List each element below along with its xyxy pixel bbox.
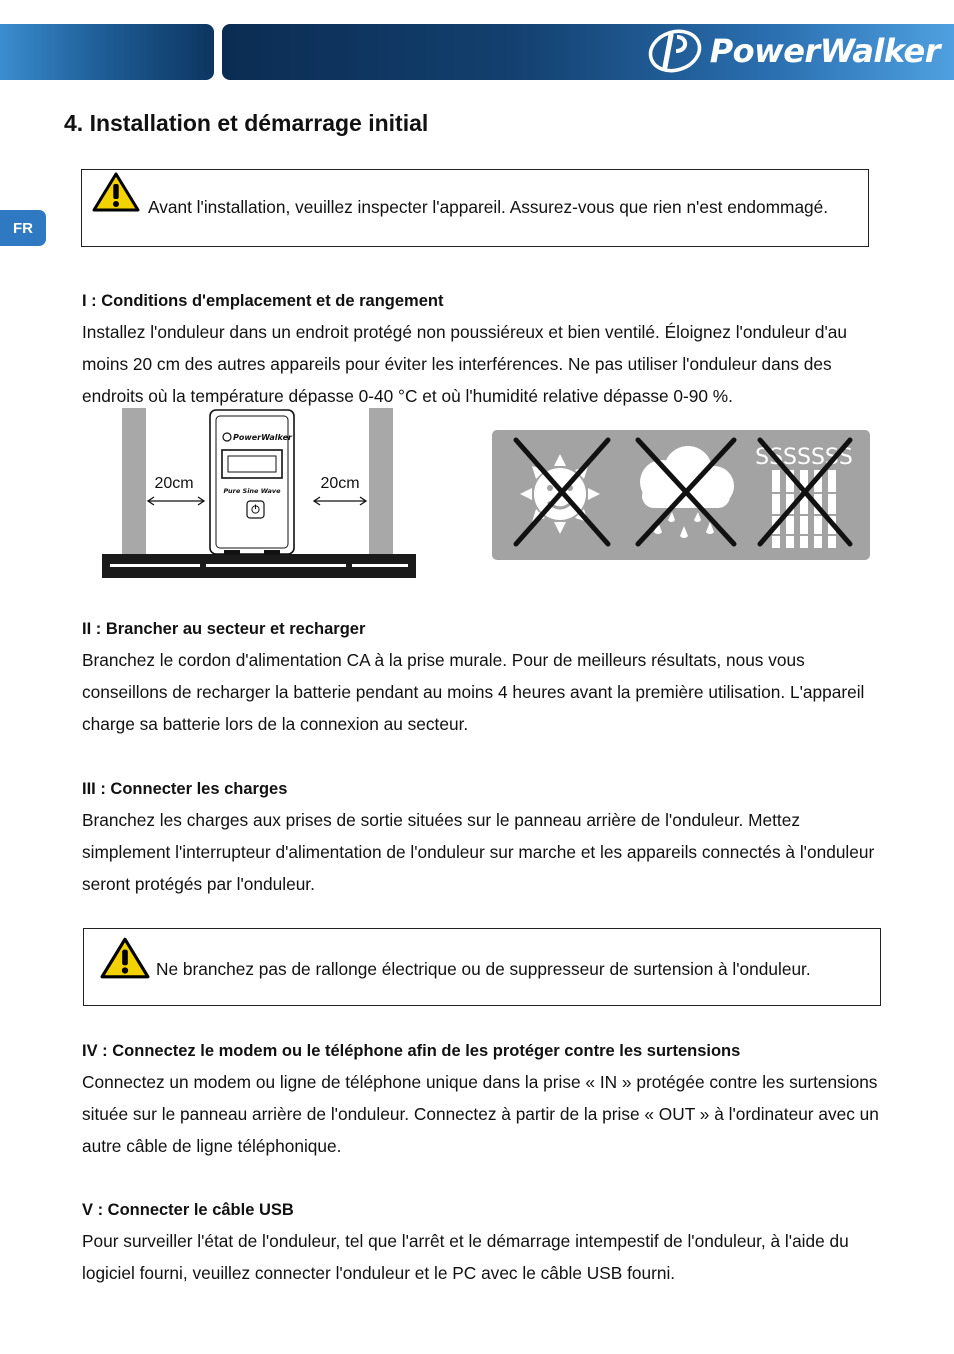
warning-icon <box>100 937 150 979</box>
section-2-body: Branchez le cordon d'alimentation CA à la prise murale. Pour de meilleurs résultats, nous vous conseillons de recharger la batterie pendant au moins 4 heures avant la première utilisation. L'appareil charge sa batterie lors de la connexion au secteur. <box>82 650 865 734</box>
section-5 <box>82 1194 882 1290</box>
svg-text:SSSSSSS: SSSSSSS <box>755 445 853 470</box>
section-5-body: Pour surveiller l'état de l'onduleur, tel que l'arrêt et le démarrage intempestif de l'onduleur, à l'aide du logiciel fourni, veuillez connecter l'onduleur et le PC avec le câble USB fourni. <box>82 1231 849 1283</box>
conditions-figure <box>492 430 870 560</box>
section-2 <box>82 613 882 740</box>
right-distance-label: 20cm <box>320 475 360 492</box>
power-button-icon <box>247 501 264 518</box>
section-4-heading: IV : Connectez le modem ou le téléphone afin de les protéger contre les surtensions <box>82 1042 741 1060</box>
ups-model-label: Pure Sine Wave <box>223 487 281 495</box>
section-3-body: Branchez les charges aux prises de sortie situées sur le panneau arrière de l'onduleur. Mettez simplement l'interrupteur d'alimentation de l'onduleur sur marche et les appareils connectés à l'onduleur seront protégés par l'onduleur. <box>82 810 875 894</box>
left-arrow-icon <box>148 497 204 505</box>
warning-box-bottom <box>83 928 881 1006</box>
page-title: 4. Installation et démarrage initial <box>64 110 429 136</box>
section-3-heading: III : Connecter les charges <box>82 780 288 798</box>
section-4-body: Connectez un modem ou ligne de téléphone unique dans la prise « IN » protégée contre les surtensions située sur le panneau arrière de l'onduleur. Connectez à partir de la prise « OUT » à l'ordinateur avec un autre câble de ligne téléphonique. <box>82 1072 879 1156</box>
brand-name: PowerWalker <box>709 32 940 70</box>
clearance-figure <box>100 408 418 580</box>
section-1-heading: I : Conditions d'emplacement et de rangement <box>82 292 444 310</box>
brand-logo-icon <box>646 27 704 75</box>
warning-text-bottom: Ne branchez pas de rallonge électrique ou de suppresseur de surtension à l'onduleur. <box>156 959 811 979</box>
section-3 <box>82 773 882 900</box>
section-1-body: Installez l'onduleur dans un endroit protégé non poussiéreux et bien ventilé. Éloignez l'onduleur d'au moins 20 cm des autres appareils pour éviter les interférences. Ne pas utiliser l'onduleur dans des endroits où la température dépasse 0-40 °C et où l'humidité relative dépasse 0-90 %. <box>82 322 848 406</box>
language-tab: FR <box>0 210 46 246</box>
right-arrow-icon <box>314 497 366 505</box>
ups-brand-text: PowerWalker <box>233 433 292 442</box>
warning-box-top <box>81 169 869 247</box>
section-2-heading: II : Brancher au secteur et recharger <box>82 620 366 638</box>
section-4 <box>82 1035 882 1162</box>
section-1 <box>82 285 882 412</box>
warning-text-top: Avant l'installation, veuillez inspecter l'appareil. Assurez-vous que rien n'est endommagé. <box>148 197 829 217</box>
brand-logo <box>646 27 940 75</box>
section-5-heading: V : Connecter le câble USB <box>82 1201 294 1219</box>
left-distance-label: 20cm <box>154 475 194 492</box>
header-bar-left <box>0 24 214 80</box>
